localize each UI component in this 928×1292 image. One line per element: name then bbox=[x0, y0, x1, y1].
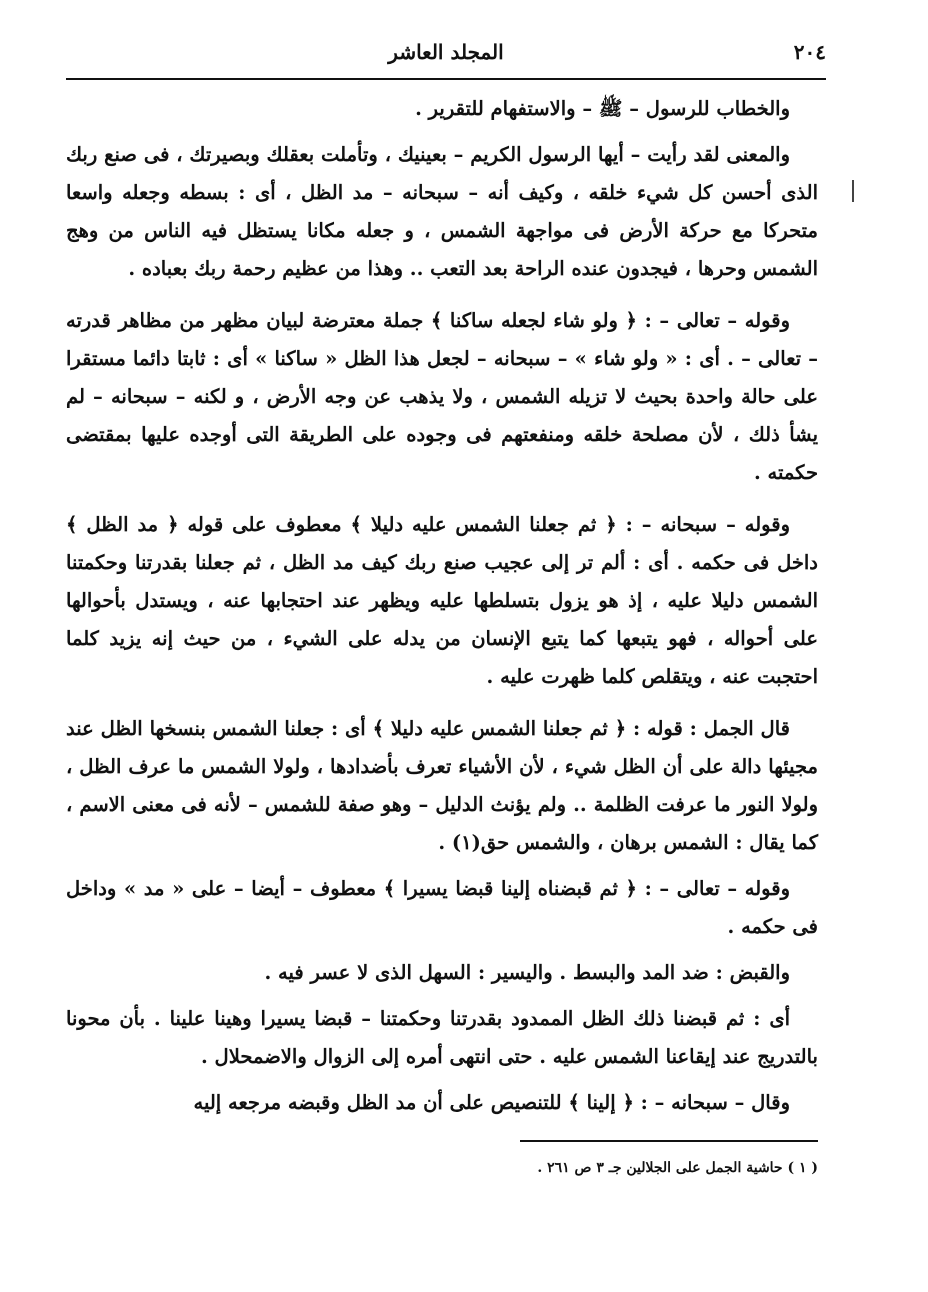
page-number: ٢٠٤ bbox=[793, 40, 826, 64]
paragraph-2: والمعنى لقد رأيت – أيها الرسول الكريم – بعينيك ، وتأملت بعقلك وبصيرتك ، فى صنع ربك الذى أحسن كل شيء خلقه ، وكيف أنه – سبحانه – مد الظل ، أى : بسطه وجعله واسعا متحركا مع حركة الأرض فى مواجهة الشمس ، و جعله مكانا يستظل فيه الناس من وهج الشمس وحرها ، فيجدون عنده الراحة بعد التعب .. وهذا من عظيم رحمة ربك بعباده . bbox=[66, 143, 818, 280]
paragraph-9: وقال – سبحانه – : ﴿ إلينا ﴾ للتنصيص على أن مد الظل وقبضه مرجعه إليه bbox=[193, 1091, 790, 1114]
paragraph-8: أى : ثم قبضنا ذلك الظل الممدود بقدرتنا وحكمتنا – قبضا يسيرا وهينا علينا . بأن محونا بالتدريج عند إيقاعنا الشمس عليه . حتى انتهى أمره إلى الزوال والاضمحلال . bbox=[66, 1007, 818, 1068]
paragraph-5: قال الجمل : قوله : ﴿ ثم جعلنا الشمس عليه دليلا ﴾ أى : جعلنا الشمس بنسخها الظل عند مجيئها دالة على أن الظل شيء ، لأن الأشياء تعرف بأضدادها ، ولولا الشمس ما عرف الظل ، ولولا النور ما عرفت الظلمة .. ولم يؤنث الدليل – وهو صفة للشمس – لأنه فى معنى الاسم ، كما يقال : الشمس برهان ، والشمس حق(١) . bbox=[66, 717, 818, 854]
body-text bbox=[66, 90, 818, 1130]
header-rule bbox=[66, 78, 826, 80]
paragraph-3: وقوله – تعالى – : ﴿ ولو شاء لجعله ساكنا ﴾ جملة معترضة لبيان مظهر من مظاهر قدرته – تعالى – . أى : « ولو شاء » – سبحانه – لجعل هذا الظل « ساكنا » أى : ثابتا دائما مستقرا على حالة واحدة بحيث لا تزيله الشمس ، ولا يذهب عن وجه الأرض ، و لكنه – سبحانه – لم يشأ ذلك ، لأن مصلحة خلقه ومنفعتهم فى وجوده على الطريقة التى أوجده عليها بمقتضى حكمته . bbox=[66, 309, 818, 484]
paragraph-1: والخطاب للرسول – ﷺ – والاستفهام للتقرير . bbox=[415, 97, 790, 120]
paragraph-6: وقوله – تعالى – : ﴿ ثم قبضناه إلينا قبضا يسيرا ﴾ معطوف – أيضا – على « مد » وداخل فى حكمه . bbox=[66, 877, 818, 938]
page-header bbox=[66, 40, 826, 76]
paragraph-4: وقوله – سبحانه – : ﴿ ثم جعلنا الشمس عليه دليلا ﴾ معطوف على قوله ﴿ مد الظل ﴾ داخل فى حكمه . أى : ألم تر إلى عجيب صنع ربك كيف مد الظل ، ثم جعلنا بقدرتنا وحكمتنا الشمس دليلا عليه ، إذ هو يزول بتسلطها عليه ويظهر عند احتجابها عنه ، ويستدل بأحوالها على أحواله ، فهو يتبعها كما يتبع الإنسان من يدله على الشيء ، من حيث إنه يزيد كلما احتجبت عنه ، ويتقلص كلما ظهرت عليه . bbox=[66, 513, 818, 688]
footnote: ( ١ ) حاشية الجمل على الجلالين جـ ٣ ص ٢٦١ . bbox=[537, 1160, 818, 1176]
margin-mark bbox=[852, 180, 854, 202]
running-title: المجلد العاشر bbox=[388, 40, 504, 64]
footnote-rule bbox=[520, 1140, 818, 1142]
paragraph-7: والقبض : ضد المد والبسط . واليسير : السهل الذى لا عسر فيه . bbox=[264, 961, 790, 984]
